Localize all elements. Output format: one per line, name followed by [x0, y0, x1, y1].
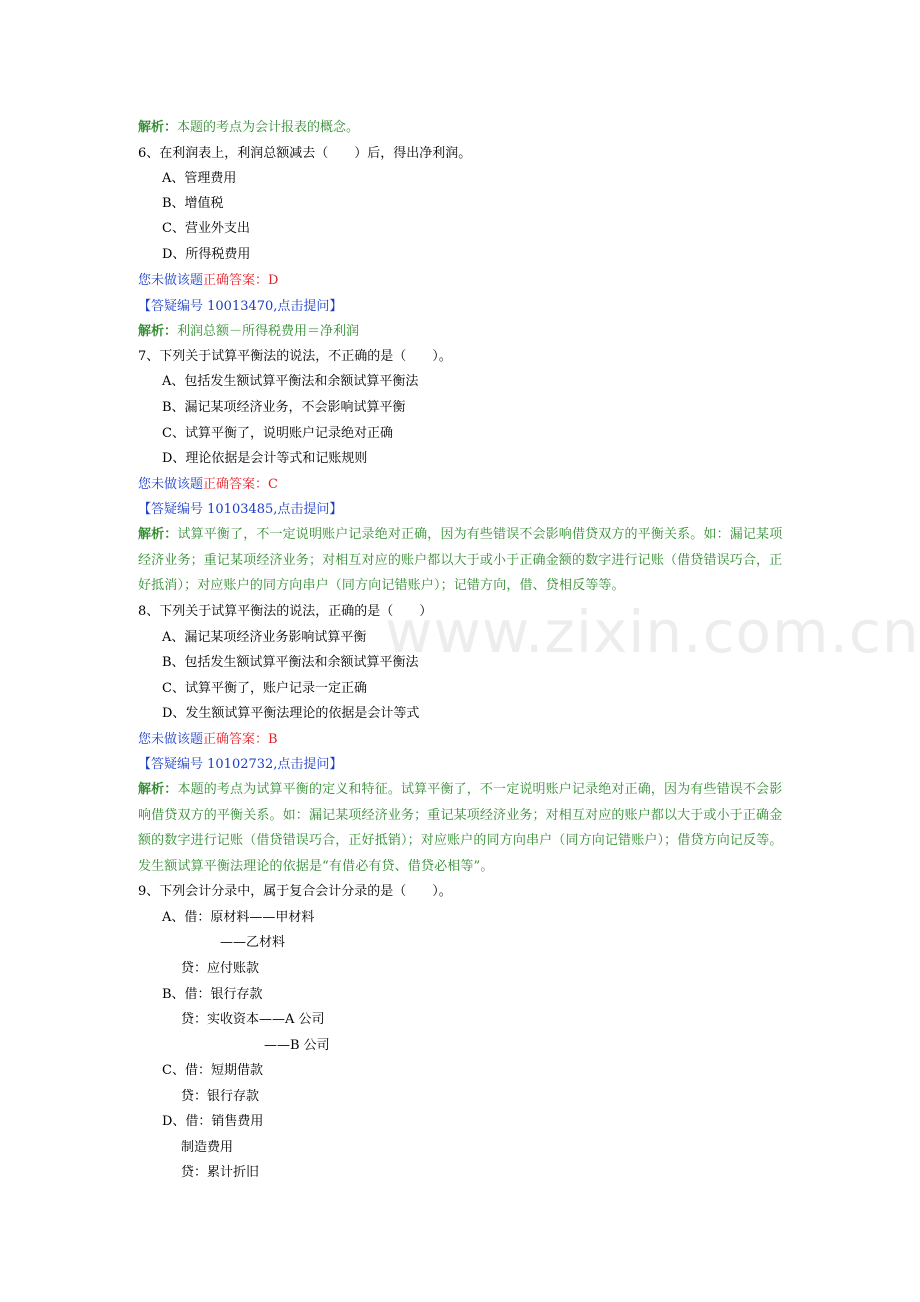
- q5-analysis: [138, 118, 359, 138]
- q6-answer-row: [138, 271, 278, 291]
- q9-option-b-line3: ——B 公司: [264, 1038, 330, 1053]
- q8-option-d: D、发生额试算平衡法理论的依据是会计等式: [162, 706, 420, 721]
- q6-option-b: B、增值税: [162, 196, 224, 211]
- q6-option-d: D、所得税费用: [162, 247, 251, 262]
- q7-stem: 7、下列关于试算平衡法的说法，不正确的是（ ）。: [138, 349, 452, 364]
- analysis-text: 本题的考点为试算平衡的定义和特征。试算平衡了，不一定说明账户记录绝对正确，因为有些错误不会影响借贷双方的平衡关系。如：漏记某项经济业务；重记某项经济业务；对相互对应的账户都以大于或小于正确金额的数字进行记账（借贷错误巧合，正好抵销）；对应账户的同方向串户（同方向记错账户）；借贷方向记反等。发生额试算平衡法理论的依据是“有借必有贷、借贷必相等”。: [138, 782, 783, 874]
- analysis-label: 解析：: [138, 120, 178, 135]
- correct-answer: 正确答案：B: [203, 732, 278, 747]
- q6-stem: 6、在利润表上，利润总额减去（ ）后，得出净利润。: [138, 146, 472, 161]
- q7-option-b: B、漏记某项经济业务，不会影响试算平衡: [162, 400, 406, 415]
- q9-option-a-line3: 贷：应付账款: [181, 961, 260, 976]
- analysis-text: 利润总额－所得税费用＝净利润: [177, 324, 360, 339]
- q7-option-d: D、理论依据是会计等式和记账规则: [162, 451, 368, 466]
- q7-analysis: [138, 522, 783, 599]
- q8-analysis: [138, 777, 783, 879]
- q7-question-link[interactable]: 【答疑编号 10103485,点击提问】: [138, 502, 343, 517]
- analysis-label: 解析：: [138, 324, 178, 339]
- q7-answer-row: [138, 475, 278, 495]
- q8-option-c: C、试算平衡了，账户记录一定正确: [162, 681, 367, 696]
- q7-option-a: A、包括发生额试算平衡法和余额试算平衡法: [162, 374, 419, 389]
- q9-option-c-line2: 贷：银行存款: [181, 1089, 260, 1104]
- not-done-label: 您未做该题: [138, 477, 204, 492]
- watermark: www.zixin.com.cn: [385, 598, 920, 666]
- q6-option-a: A、管理费用: [162, 171, 237, 186]
- analysis-label: 解析：: [138, 527, 178, 542]
- q9-option-a-line1: A、借：原材料——甲材料: [162, 910, 315, 925]
- q8-stem: 8、下列关于试算平衡法的说法，正确的是（ ）: [138, 604, 433, 619]
- q9-option-d-line1: D、借：销售费用: [162, 1114, 264, 1129]
- q8-option-a: A、漏记某项经济业务影响试算平衡: [162, 630, 367, 645]
- analysis-text: 试算平衡了，不一定说明账户记录绝对正确，因为有些错误不会影响借贷双方的平衡关系。如：漏记某项经济业务；重记某项经济业务；对相互对应的账户都以大于或小于正确金额的数字进行记账（借贷错误巧合，正好抵消）；对应账户的同方向串户（同方向记错账户）；记错方向，借、贷相反等等。: [138, 527, 783, 593]
- not-done-label: 您未做该题: [138, 273, 204, 288]
- q8-answer-row: [138, 730, 278, 750]
- correct-answer: 正确答案：C: [203, 477, 278, 492]
- q9-option-a-line2: ——乙材料: [220, 935, 286, 950]
- not-done-label: 您未做该题: [138, 732, 204, 747]
- q9-option-b-line1: B、借：银行存款: [162, 987, 263, 1002]
- q7-option-c: C、试算平衡了，说明账户记录绝对正确: [162, 426, 393, 441]
- q9-option-d-line3: 贷：累计折旧: [181, 1165, 260, 1180]
- correct-answer: 正确答案：D: [203, 273, 279, 288]
- q9-option-c-line1: C、借：短期借款: [162, 1063, 263, 1078]
- q8-question-link[interactable]: 【答疑编号 10102732,点击提问】: [138, 757, 343, 772]
- q6-analysis: [138, 322, 359, 342]
- q9-option-b-line2: 贷：实收资本——A 公司: [181, 1012, 325, 1027]
- analysis-label: 解析：: [138, 782, 178, 797]
- q6-question-link[interactable]: 【答疑编号 10013470,点击提问】: [138, 299, 343, 314]
- analysis-text: 本题的考点为会计报表的概念。: [177, 120, 360, 135]
- q9-stem: 9、下列会计分录中，属于复合会计分录的是（ ）。: [138, 884, 452, 899]
- q6-option-c: C、营业外支出: [162, 221, 250, 236]
- q8-option-b: B、包括发生额试算平衡法和余额试算平衡法: [162, 655, 419, 670]
- q9-option-d-line2: 制造费用: [181, 1140, 234, 1155]
